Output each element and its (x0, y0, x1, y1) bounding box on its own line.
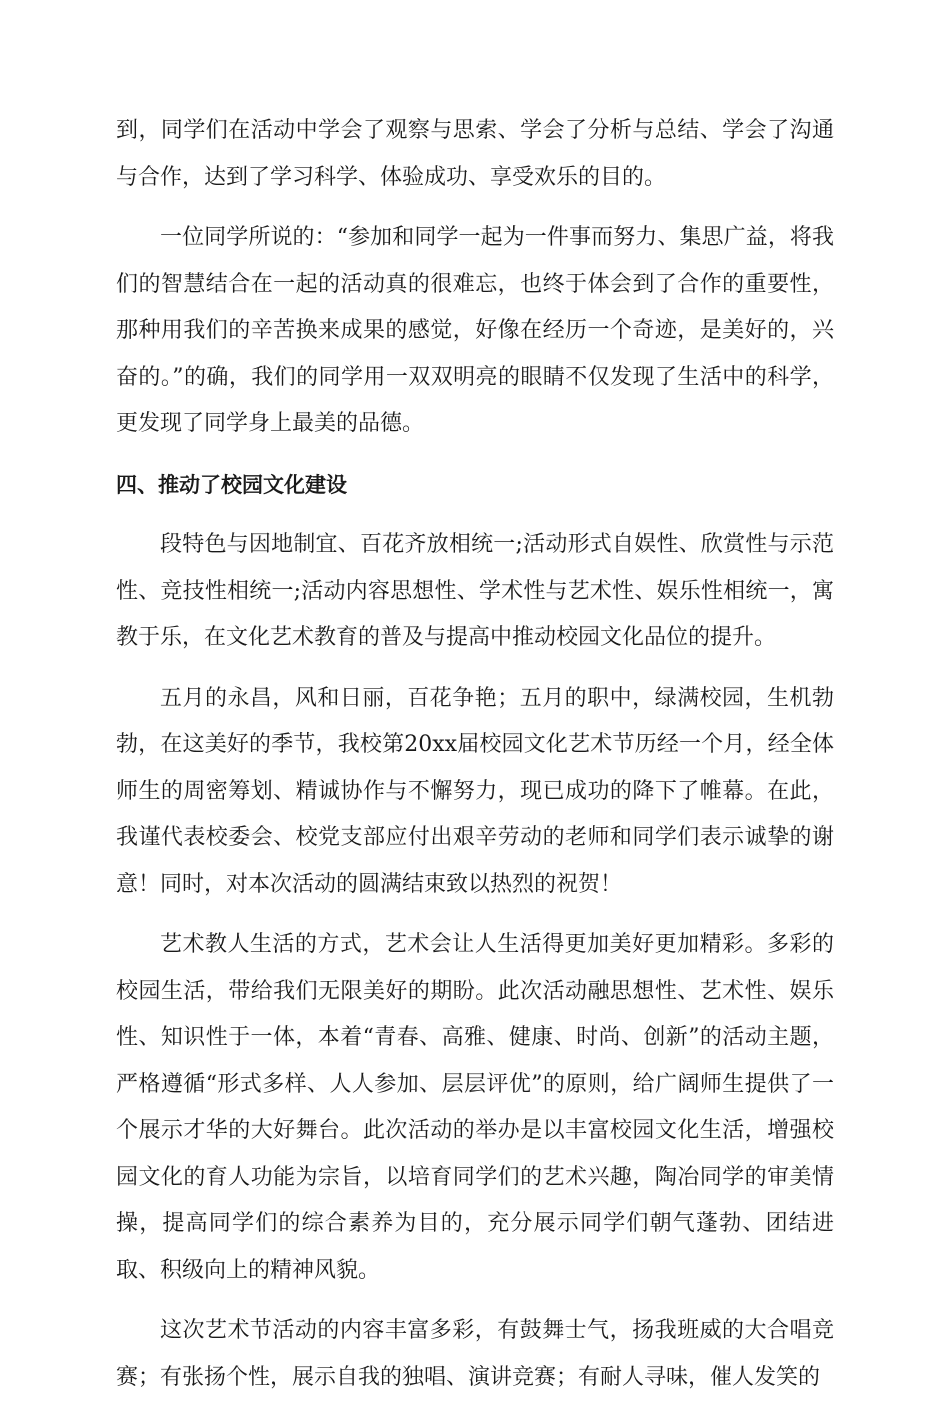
paragraph-art-lifestyle: 艺术教人生活的方式，艺术会让人生活得更加美好更加精彩。多彩的校园生活，带给我们无限美好的期盼。此次活动融思想性、艺术性、娱乐性、知识性于一体，本着“青春、高雅、健康、时尚、创新”的活动主题，严格遵循“形式多样、人人参加、层层评优”的原则，给广阔师生提供了一个展示才华的大好舞台。此次活动的举办是以丰富校园文化生活，增强校园文化的育人功能为宗旨，以培育同学们的艺术兴趣，陶冶同学的审美情操，提高同学们的综合素养为目的，充分展示同学们朝气蓬勃、团结进取、积级向上的精神风貌。 (116, 932, 834, 1283)
paragraph-art-festival: 五月的永昌，风和日丽，百花争艳；五月的职中，绿满校园，生机勃勃，在这美好的季节，我校第20xx届校园文化艺术节历经一个月，经全体师生的周密筹划、精诚协作与不懈努力，现已成功的降下了帷幕。在此，我谨代表校委会、校党支部应付出艰辛劳动的老师和同学们表示诚挚的谢意！同时，对本次活动的圆满结束致以热烈的祝贺！ (116, 685, 834, 897)
paragraph-quote: 一位同学所说的：“参加和同学一起为一件事而努力、集思广益，将我们的智慧结合在一起的活动真的很难忘，也终于体会到了合作的重要性，那种用我们的辛苦换来成果的感觉，好像在经历一个奇迹，是美好的，兴奋的。”的确，我们的同学用一双双明亮的眼睛不仅发现了生活中的科学，更发现了同学身上最美的品德。 (116, 225, 834, 436)
paragraph-activities: 这次艺术节活动的内容丰富多彩，有鼓舞士气，扬我班威的大合唱竞赛；有张扬个性，展示自我的独唱、演讲竞赛；有耐人寻味，催人发笑的 (116, 1318, 834, 1390)
paragraph-campus-culture: 段特色与因地制宜、百花齐放相统一;活动形式自娱性、欣赏性与示范性、竞技性相统一;活动内容思想性、学术性与艺术性、娱乐性相统一，寓教于乐，在文化艺术教育的普及与提高中推动校园文化品位的提升。 (116, 532, 834, 650)
paragraph-continuation: 到，同学们在活动中学会了观察与思索、学会了分析与总结、学会了沟通与合作，达到了学习科学、体验成功、享受欢乐的目的。 (116, 118, 834, 190)
section-heading: 四、推动了校园文化建设 (116, 472, 347, 497)
document-body (116, 108, 834, 1415)
